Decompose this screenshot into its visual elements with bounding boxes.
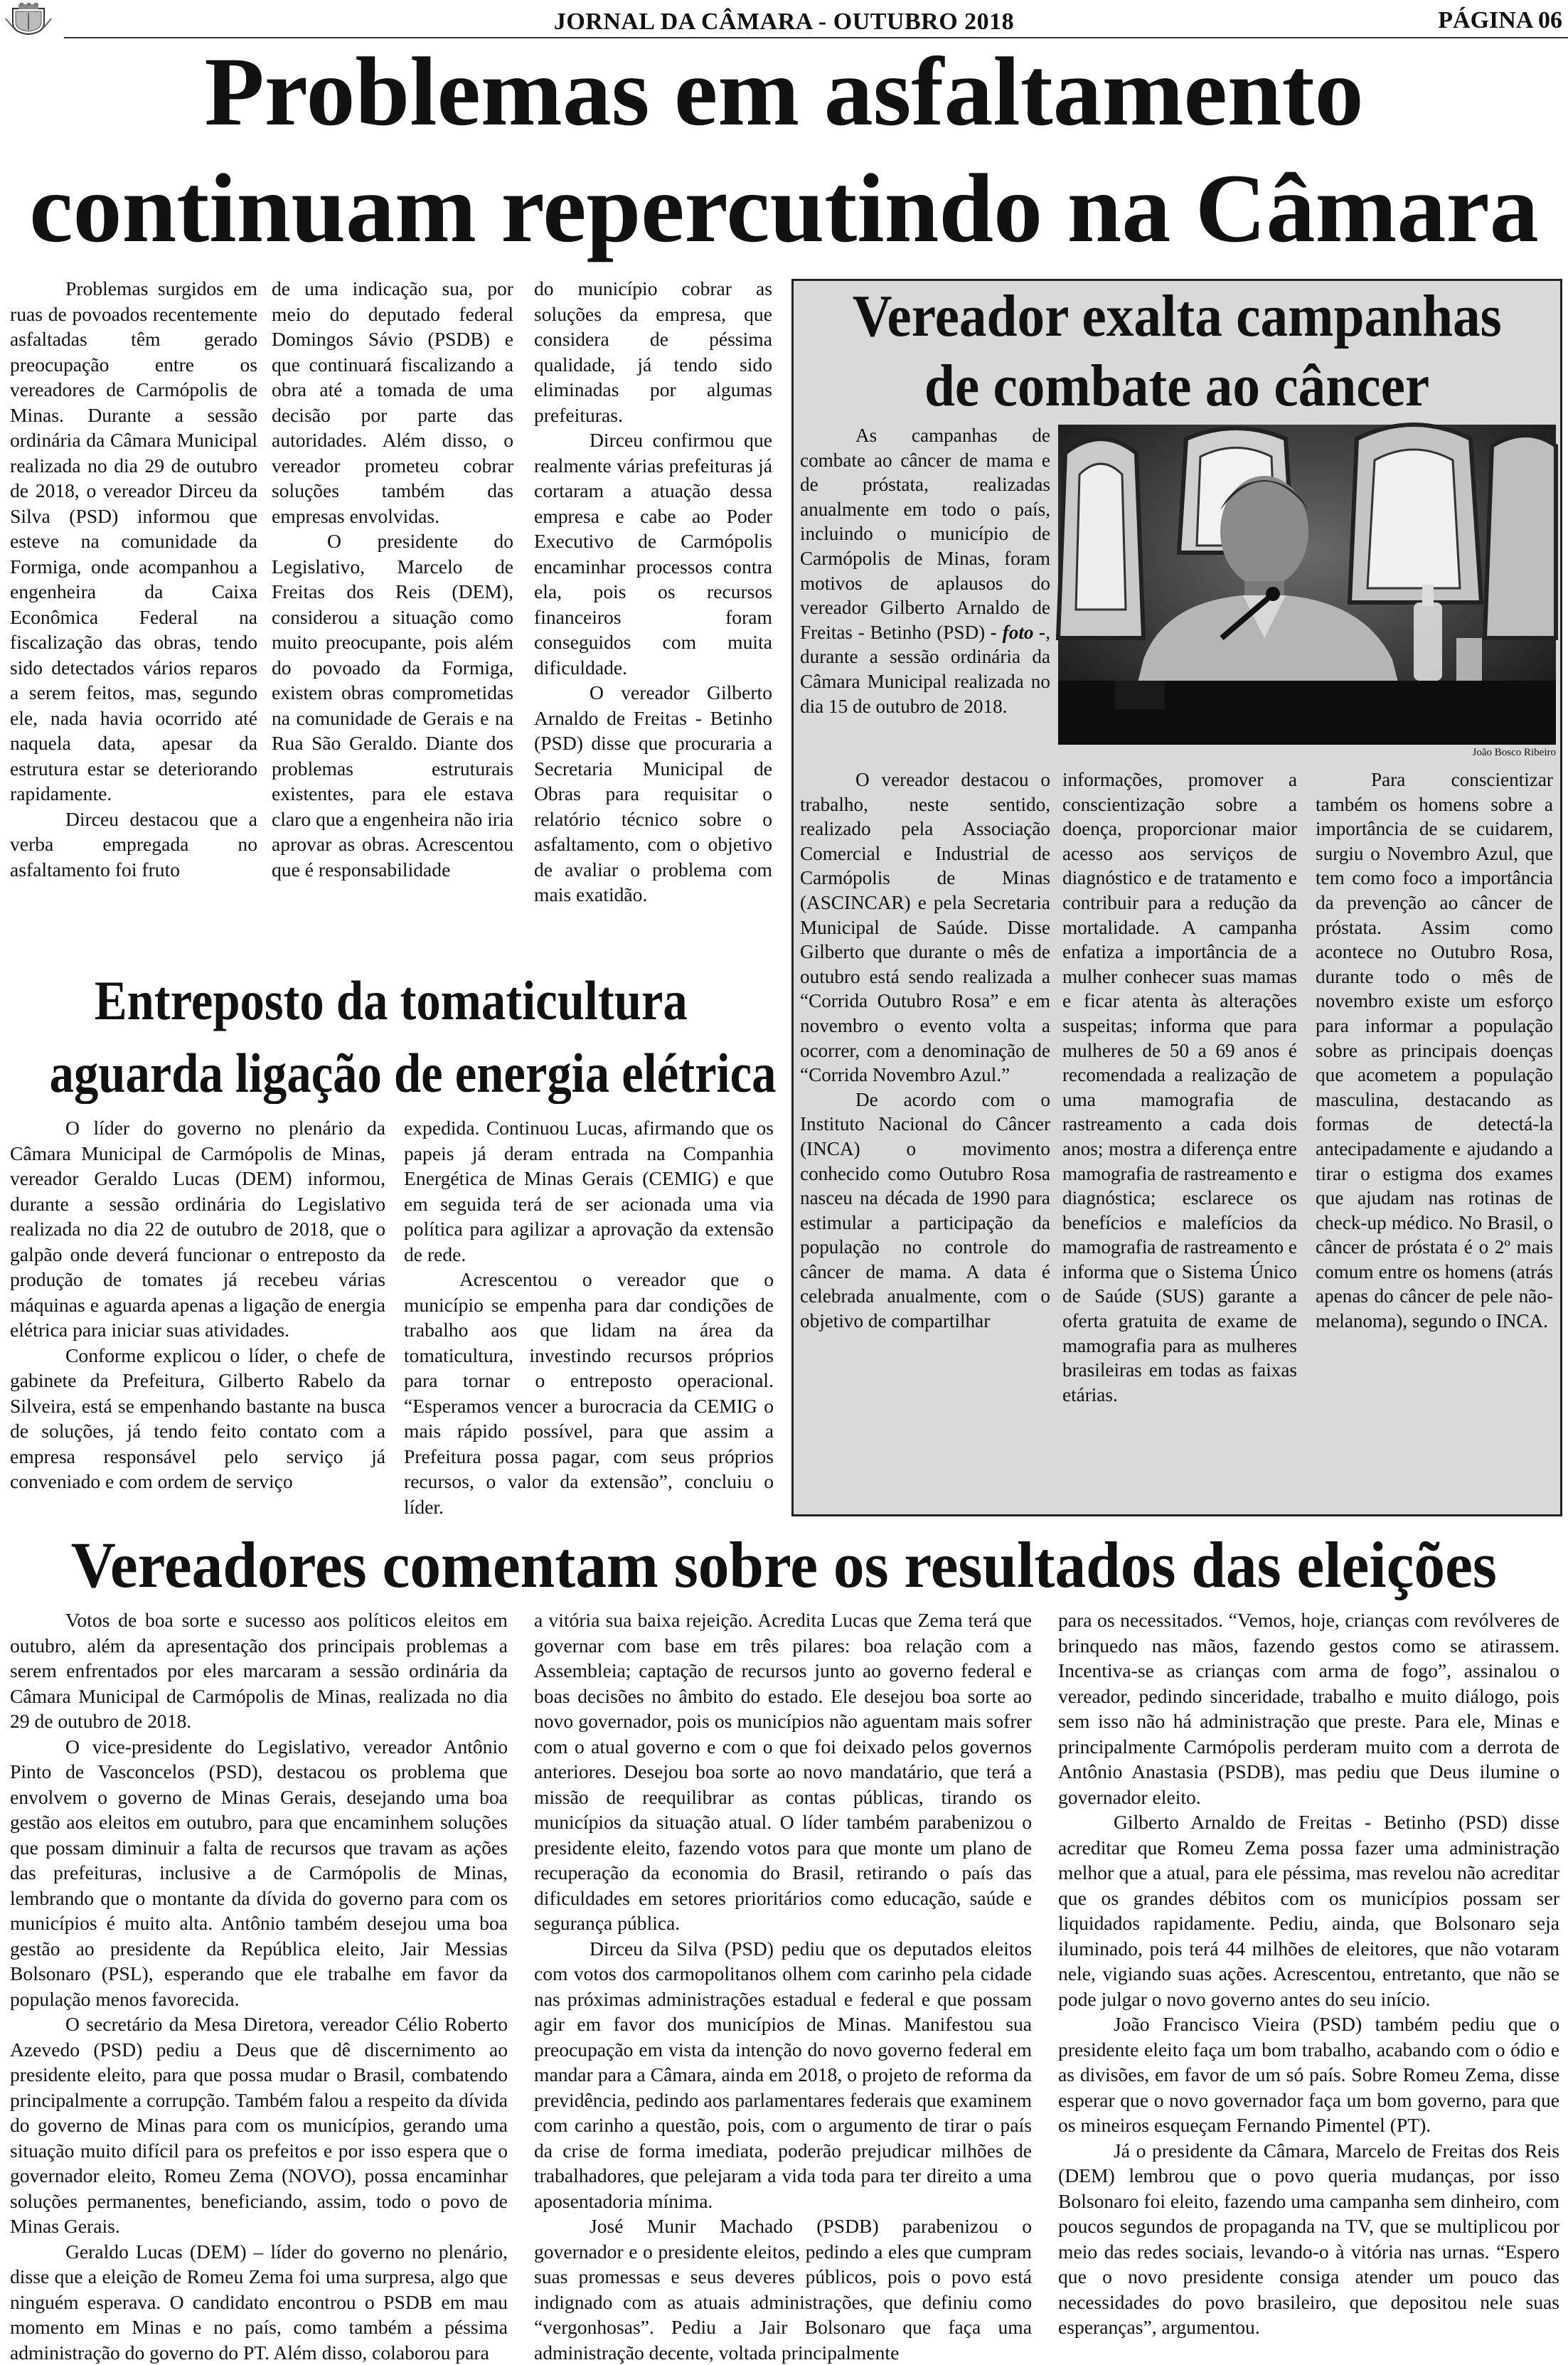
asfalto-column-3 xyxy=(534,276,772,959)
paragraph: O secretário da Mesa Diretora, vereador Célio Roberto Azevedo (PSD) pediu a Deus que dê discernimento ao presidente eleito, para que possa mudar o Brasil, combatendo principalmente a corrupção. Também falou a respeito da dívida do governo de Minas para com os municípios, gerando uma situação muito difícil para os prefeitos e por isso espera que o governador eleito, Romeu Zema (NOVO), possa encaminhar soluções permanentes, beneficiando, assim, todo o povo de Minas Gerais. xyxy=(10,2011,508,2239)
paragraph: Conforme explicou o líder, o chefe de gabinete da Prefeitura, Gilberto Rabelo da Silveira, está se empenhando bastante na busca de soluções, já tendo feito contato com a empresa responsável pelo serviço já conveniado e com ordem de serviço xyxy=(10,1343,385,1494)
paragraph: De acordo com o Instituto Nacional do Câncer (INCA) o movimento conhecido como Outubro Rosa nasceu na década de 1990 para estimular a participação da população no controle do câncer de mama. A data é celebrada anualmente, com o objetivo de compartilhar xyxy=(800,1088,1050,1334)
cancer-column-2 xyxy=(1062,767,1297,1507)
paragraph: expedida. Continuou Lucas, afirmando que os papeis já deram entrada na Companhia Energética de Minas Gerais (CEMIG) e que em seguida terá de ser acionada uma via política para agilizar a aprovação da extensão de rede. xyxy=(404,1115,774,1267)
photo-credit: João Bosco Ribeiro xyxy=(1058,746,1556,759)
paragraph: a vitória sua baixa rejeição. Acredita Lucas que Zema terá que governar com base em três pilares: boa relação com a Assembleia; captação de recursos junto ao governo federal e boas decisões no âmbito do estado. Ele desejou boa sorte ao novo governador, pois os municípios não aguentam mais sofrer com o atual governo e com o que foi deixado pelos governos anteriores. Desejou boa sorte ao novo mandatário, que terá a missão de reequilibrar as contas públicas, tirando os municípios da situação atual. O líder também parabenizou o presidente eleito, fazendo votos para que monte um plano de recuperação da economia do Brasil, retirando o país das dificuldades em setores prioritários como educação, saúde e segurança pública. xyxy=(534,1607,1032,1936)
councilman-photo xyxy=(1058,425,1556,745)
cancer-column-1 xyxy=(800,767,1050,1507)
paragraph: Acrescentou o vereador que o município se empenha para dar condições de trabalho aos que lidam na área da tomaticultura, investindo recursos próprios para tornar o entreposto operacional. “Esperamos vencer a burocracia da CEMIG o mais rápido possível, para que assim a Prefeitura possa pagar, com seus próprios recursos, o valor da extensão”, concluiu o líder. xyxy=(404,1267,774,1519)
paragraph: Votos de boa sorte e sucesso aos políticos eleitos em outubro, além da apresentação dos principais problemas a serem enfrentados por eles marcaram a sessão ordinária da Câmara Municipal de Carmópolis de Minas, realizada no dia 29 de outubro de 2018. xyxy=(10,1607,508,1734)
eleicoes-column-2 xyxy=(534,1607,1032,2350)
cancer-column-3 xyxy=(1316,767,1553,1507)
paragraph: João Francisco Vieira (PSD) também pediu que o presidente eleito faça um bom trabalho, acabando com o ódio e as divisões, em favor de um só país. Sobre Romeu Zema, disse esperar que o novo governador faça um bom governo, para que os mineiros esqueçam Fernando Pimentel (PT). xyxy=(1058,2011,1559,2138)
tomate-column-1 xyxy=(10,1115,385,1529)
tomate-headline-line1: Entreposto da tomaticultura xyxy=(0,969,782,1033)
paragraph: Gilberto Arnaldo de Freitas - Betinho (PSD) disse acreditar que Romeu Zema possa fazer uma administração melhor que a atual, para ele péssima, mas revelou não acreditar que os grandes débitos com os municípios possam ser liquidados rapidamente. Pediu, ainda, que Bolsonaro seja iluminado, pois terá 44 milhões de eleitores, que não votaram nele, vigiando suas ações. Acrescentou, entretanto, que não se pode julgar o novo governo antes do seu início. xyxy=(1058,1809,1559,2011)
paragraph: Já o presidente da Câmara, Marcelo de Freitas dos Reis (DEM) lembrou que o povo queria mudanças, por isso Bolsonaro foi eleito, fazendo uma campanha sem dinheiro, com poucos segundos de propaganda na TV, que se multiplicou por meio das redes sociais, levando-o à vitória nas urnas. “Espero que o novo presidente consiga atender um pouco das necessidades do povo brasileiro, que depositou nele suas esperanças”, argumentou. xyxy=(1058,2138,1559,2340)
tomate-column-2 xyxy=(404,1115,774,1529)
paragraph: O vereador Gilberto Arnaldo de Freitas - Betinho (PSD) disse que procuraria a Secretaria Municipal de Obras para requisitar o relatório técnico sobre o asfaltamento, com o objetivo de avaliar o problema com mais exatidão. xyxy=(534,680,772,908)
cancer-headline-line2: de combate ao câncer xyxy=(794,352,1560,420)
main-headline-line1: Problemas em asfaltamento xyxy=(0,38,1568,145)
tomate-headline-line2: aguarda ligação de energia elétrica xyxy=(0,1041,782,1105)
paragraph: Dirceu confirmou que realmente várias prefeituras já cortaram a atuação dessa empresa e cabe ao Poder Executivo de Carmópolis encaminhar processos contra ela, pois os recursos financeiros foram conseguidos com muita dificuldade. xyxy=(534,427,772,680)
paragraph: Para conscientizar também os homens sobre a importância de se cuidarem, surgiu o Novembro Azul, que tem como foco a importância da prevenção ao câncer de próstata. Assim como acontece no Outubro Rosa, durante todo o mês de novembro existe um esforço para informar a população sobre as principais doenças que acometem a população masculina, destacando as formas de detectá-la antecipadamente e ajudando a tirar o estigma dos exames que ajudam nas rotinas de check-up médico. No Brasil, o câncer de próstata é o 2º mais comum entre os homens (atrás apenas do câncer de pele não-melanoma), segundo o INCA. xyxy=(1316,767,1553,1334)
paragraph: O presidente do Legislativo, Marcelo de Freitas dos Reis (DEM), considerou a situação como muito preocupante, pois além do povoado da Formiga, existem obras comprometidas na comunidade de Gerais e na Rua São Geraldo. Diante dos problemas estruturais existentes, para ele estava claro que a engenheira não iria aprovar as obras. Acrescentou que é responsabilidade xyxy=(272,528,513,882)
paragraph: Dirceu da Silva (PSD) pediu que os deputados eleitos com votos dos carmopolitanos olhem com carinho pela cidade nas próximas administrações estadual e federal e que possam agir em favor dos municípios de Minas. Manifestou sua preocupação em vista da intenção do novo governo federal em mandar para a Câmara, ainda em 2018, o projeto de reforma da previdência, pedindo aos parlamentares federais que examinem com carinho a questão, pois, com o argumento de tirar o país da crise de forma imediata, poderão prejudicar milhões de trabalhadores, que pelejaram a vida toda para ter direito a uma aposentadoria mínima. xyxy=(534,1936,1032,2214)
paragraph: Problemas surgidos em ruas de povoados recentemente asfaltadas têm gerado preocupação entre os vereadores de Carmópolis de Minas. Durante a sessão ordinária da Câmara Municipal realizada no dia 29 de outubro de 2018, o vereador Dirceu da Silva (PSD) informou que esteve na comunidade da Formiga, onde acompanhou a engenheira da Caixa Econômica Federal na fiscalização das obras, tendo sido detectados vários reparos a serem feitos, mas, segundo ele, nada havia ocorrido até naquela data, apesar da estrutura estar se deteriorando rapidamente. xyxy=(10,276,257,807)
paragraph: Dirceu destacou que a verba empregada no asfaltamento foi fruto xyxy=(10,807,257,883)
eleicoes-column-3 xyxy=(1058,1607,1559,2350)
cancer-article-box xyxy=(791,279,1562,1516)
eleicoes-column-1 xyxy=(10,1607,508,2350)
asfalto-column-2 xyxy=(272,276,513,959)
paragraph: informações, promover a conscientização sobre a doença, proporcionar maior acesso aos serviços de diagnóstico e de tratamento e contribuir para a redução da mortalidade. A campanha enfatiza a importância de a mulher conhecer suas mamas e ficar atenta às alterações suspeitas; informa que para mulheres de 50 a 69 anos é recomendada a realização de uma mamografia de rastreamento a cada dois anos; mostra a diferença entre mamografia de rastreamento e diagnóstica; esclarece os benefícios e malefícios da mamografia de rastreamento e informa que o Sistema Único de Saúde (SUS) garante a oferta gratuita de exame de mamografia para as mulheres brasileiras em todas as faixas etárias. xyxy=(1062,767,1297,1407)
paragraph: Geraldo Lucas (DEM) – líder do governo no plenário, disse que a eleição de Romeu Zema foi uma surpresa, algo que ninguém esperava. O candidato encontrou o PSDB em mau momento em Minas e no país, como também a péssima administração do governo do PT. Além disso, colaborou para xyxy=(10,2239,508,2365)
cancer-headline-line1: Vereador exalta campanhas xyxy=(794,282,1560,351)
cancer-column-1-top xyxy=(800,423,1050,767)
paragraph: do município cobrar as soluções da empresa, que considera de péssima qualidade, já tendo sido eliminadas por algumas prefeituras. xyxy=(534,276,772,427)
eleicoes-headline: Vereadores comentam sobre os resultados das eleições xyxy=(0,1528,1568,1602)
journal-title: JORNAL DA CÂMARA - OUTUBRO 2018 xyxy=(0,9,1568,36)
photo-illustration xyxy=(1058,425,1556,745)
paragraph: As campanhas de combate ao câncer de mama e de próstata, realizadas anualmente em todo o país, incluindo o município de Carmópolis de Minas, foram motivos de aplausos do vereador Gilberto Arnaldo de Freitas - Betinho (PSD) - foto -, durante a sessão ordinária da Câmara Municipal realizada no dia 15 de outubro de 2018. xyxy=(800,423,1050,718)
page-number: PÁGINA 06 xyxy=(1438,7,1562,34)
paragraph: José Munir Machado (PSDB) parabenizou o governador e o presidente eleitos, pedindo a eles que cumpram suas promessas e seus deveres públicos, pois o povo está indignado com as atuais administrações, que definiu como “vergonhosas”. Pediu a Jair Bolsonaro que faça uma administração decente, voltada principalmente xyxy=(534,2213,1032,2365)
paragraph: de uma indicação sua, por meio do deputado federal Domingos Sávio (PSDB) e que continuará fiscalizando a obra até a tomada de uma decisão por parte das autoridades. Além disso, o vereador prometeu cobrar soluções também das empresas envolvidas. xyxy=(272,276,513,528)
paragraph: O líder do governo no plenário da Câmara Municipal de Carmópolis de Minas, vereador Geraldo Lucas (DEM) informou, durante a sessão ordinária do Legislativo realizada no dia 22 de outubro de 2018, que o galpão onde deverá funcionar o entreposto da produção de tomates já recebeu várias máquinas e aguarda apenas a ligação de energia elétrica para iniciar suas atividades. xyxy=(10,1115,385,1343)
paragraph: para os necessitados. “Vemos, hoje, crianças com revólveres de brinquedo nas mãos, fazendo gestos como se atirassem. Incentiva-se as crianças com arma de fogo”, assinalou o vereador, pedindo sinceridade, trabalho e muito diálogo, pois sem isso não há administração que preste. Para ele, Minas e principalmente Carmópolis perderam muito com a derrota de Antônio Anastasia (PSDB), mas pediu que Deus ilumine o governador eleito. xyxy=(1058,1607,1559,1809)
paragraph: O vereador destacou o trabalho, neste sentido, realizado pela Associação Comercial e Industrial de Carmópolis de Minas (ASCINCAR) e pela Secretaria Municipal de Saúde. Disse Gilberto que durante o mês de outubro está sendo realizada a “Corrida Outubro Rosa” e em novembro o evento volta a ocorrer, com a denominação de “Corrida Novembro Azul.” xyxy=(800,767,1050,1088)
paragraph: O vice-presidente do Legislativo, vereador Antônio Pinto de Vasconcelos (PSD), destacou os problema que envolvem o governo de Minas Gerais, desejando uma boa gestão aos eleitos em outubro, para que encaminhem soluções que possam diminuir a falta de recursos que travam as ações das prefeituras, inclusive a de Carmópolis de Minas, lembrando que o montante da dívida do governo para com os municípios é muito alta. Antônio também desejou uma boa gestão ao presidente da República eleito, Jair Messias Bolsonaro (PSL), esperando que ele trabalhe em favor da população menos favorecida. xyxy=(10,1734,508,2012)
asfalto-column-1 xyxy=(10,276,257,959)
header-bar xyxy=(0,0,1568,38)
main-headline-line2: continuam repercutindo na Câmara xyxy=(0,155,1568,262)
